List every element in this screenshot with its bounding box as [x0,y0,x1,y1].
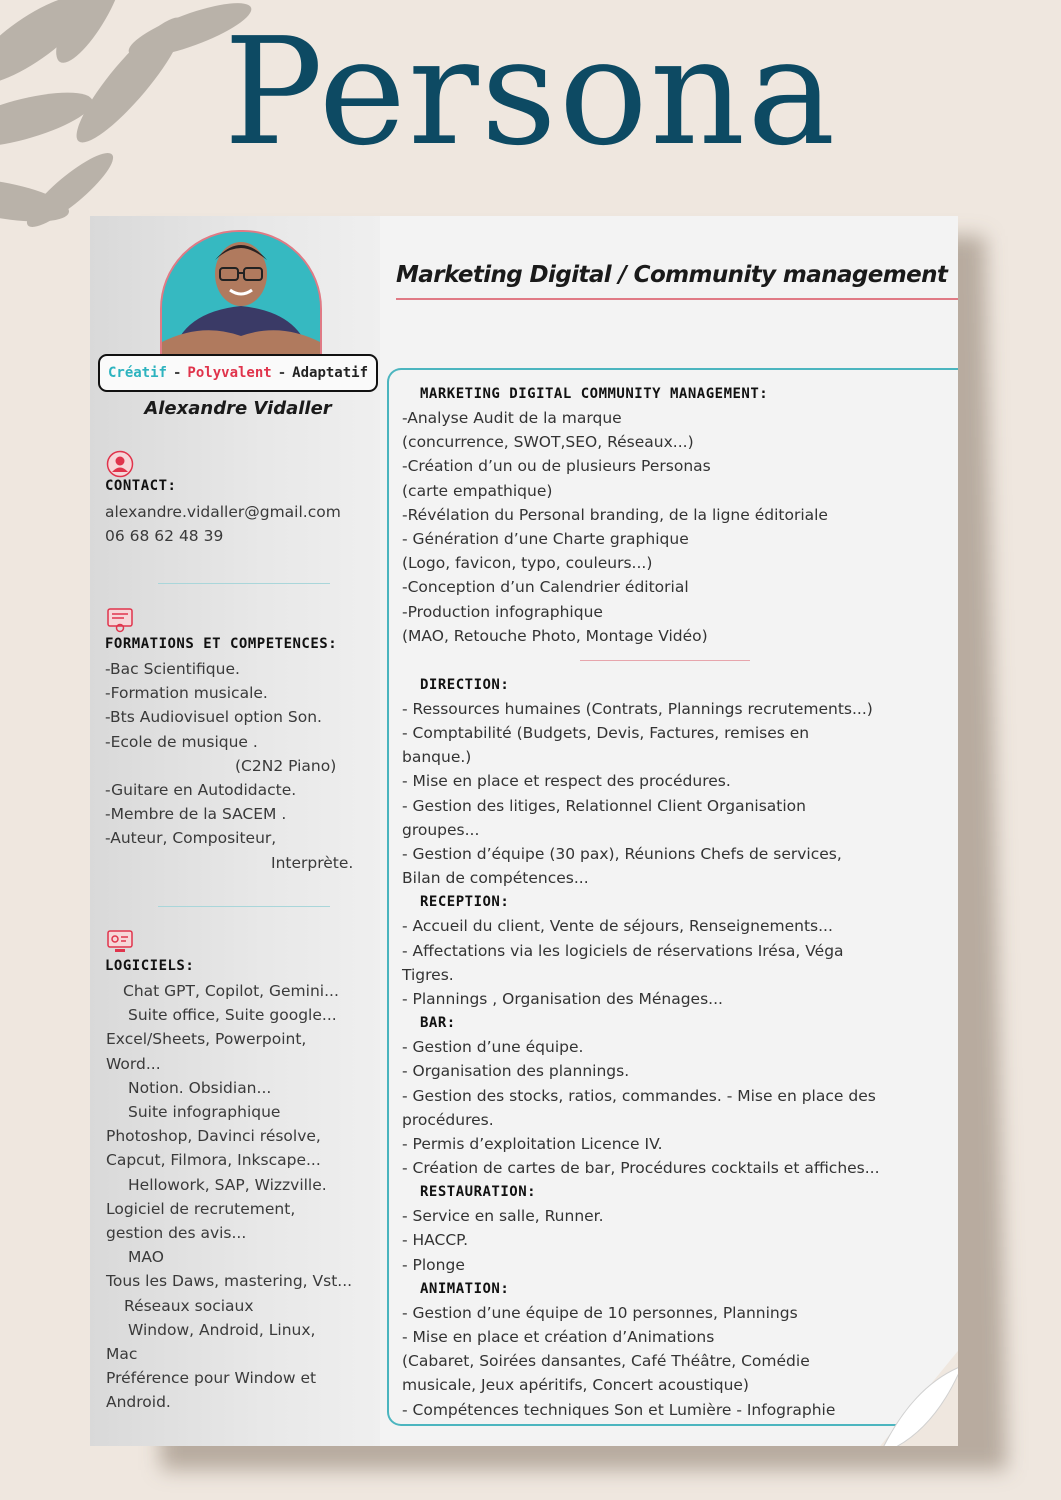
list-item: -Bac Scientifique. [105,660,240,678]
list-item: - Compétences techniques Son et Lumière - Infographie [402,1400,836,1419]
traits-badge [98,354,378,392]
list-item: Photoshop, Davinci résolve, [106,1127,321,1146]
list-item: -Membre de la SACEM . [105,805,287,824]
list-item: - Plannings , Organisation des Ménages... [402,989,723,1008]
logiciels-list [106,979,352,1415]
trait-adaptive: Adaptatif [292,365,369,381]
list-item: Bilan de compétences... [402,869,589,888]
list-item: Android. [106,1393,171,1412]
list-item: Window, Android, Linux, [128,1320,316,1339]
list-item: banque.) [402,748,472,767]
list-item: Mac [106,1345,138,1364]
list-item: - Comptabilité (Budgets, Devis, Factures, remises en [402,724,810,743]
list-item: (MAO, Retouche Photo, Montage Vidéo) [402,626,708,645]
list-item: Hellowork, SAP, Wizzville. [128,1175,327,1194]
list-item: Word... [106,1054,161,1073]
page-title: Persona [223,6,838,178]
restauration-heading: RESTAURATION: [420,1184,537,1201]
title-underline [396,298,958,300]
list-item: -Guitare en Autodidacte. [105,781,297,800]
list-item: Notion. Obsidian... [128,1078,272,1097]
list-item: -Production infographique [402,602,603,621]
list-item: groupes... [402,820,480,839]
formations-list [105,657,353,875]
list-item: (Logo, favicon, typo, couleurs...) [402,554,653,573]
animation-heading: ANIMATION: [420,1280,510,1297]
reception-heading: RECEPTION: [420,894,510,911]
list-item: - Gestion des litiges, Relationnel Client Organisation [402,796,806,815]
list-item: Interprète. [271,853,354,872]
list-item: - HACCP. [402,1231,469,1250]
formations-heading: FORMATIONS ET COMPETENCES: [105,636,338,652]
list-item: - Gestion d’une équipe de 10 personnes, Plannings [402,1303,798,1322]
list-item: - Création de cartes de bar, Procédures cocktails et affiches... [402,1159,880,1178]
section-divider [580,660,750,661]
list-item: (carte empathique) [402,481,553,500]
list-item: (Cabaret, Soirées dansantes, Café Théâtre, Comédie [402,1352,810,1371]
list-item: - Organisation des plannings. [402,1062,630,1081]
person-icon [106,450,134,478]
list-item: Chat GPT, Copilot, Gemini... [123,982,339,1000]
list-item: - Mise en place et création d’Animations [402,1328,715,1346]
list-item: -Formation musicale. [105,684,268,703]
list-item: MAO [128,1248,164,1267]
list-item: Excel/Sheets, Powerpoint, [106,1030,307,1049]
bar-heading: BAR: [420,1015,456,1032]
trait-separator: - [172,365,182,381]
list-item: Suite office, Suite google... [128,1006,337,1025]
list-item: - Permis d’exploitation Licence IV. [402,1134,663,1153]
list-item: Logiciel de recrutement, [106,1199,296,1218]
marketing-heading: MARKETING DIGITAL COMMUNITY MANAGEMENT: [420,386,769,402]
direction-heading: DIRECTION: [420,676,510,693]
job-title: Marketing Digital / Community management [396,262,948,288]
logiciels-heading: LOGICIELS: [105,958,195,974]
experience-content [402,382,880,1422]
avatar-portrait [162,232,320,356]
list-item: -Création d’un ou de plusieurs Personas [402,457,711,476]
list-item: -Analyse Audit de la marque [402,409,622,427]
list-item: Capcut, Filmora, Inkscape... [106,1151,321,1170]
list-item: (C2N2 Piano) [235,756,337,775]
list-item: - Service en salle, Runner. [402,1207,604,1226]
list-item: - Ressources humaines (Contrats, Plannings recrutements...) [402,699,873,718]
resume-sheet [90,216,958,1446]
list-item: -Révélation du Personal branding, de la ligne éditoriale [402,505,828,524]
list-item: procédures. [402,1110,494,1129]
contact-email: alexandre.vidaller@gmail.com [105,503,341,521]
list-item: gestion des avis... [106,1224,247,1243]
list-item: - Accueil du client, Vente de séjours, Renseignements... [402,917,833,936]
list-item: - Plonge [402,1255,465,1274]
list-item: -Ecole de musique . [105,732,258,751]
list-item: Suite infographique [128,1103,281,1122]
trait-versatile: Polyvalent [187,365,272,381]
list-item: Réseaux sociaux [124,1296,254,1315]
section-divider [158,906,330,907]
person-name: Alexandre Vidaller [144,398,332,419]
computer-icon [106,928,134,956]
list-item: - Génération d’une Charte graphique [402,529,689,548]
list-item: -Conception d’un Calendrier éditorial [402,578,689,597]
list-item: - Mise en place et respect des procédures. [402,772,731,791]
list-item: musicale, Jeux apéritifs, Concert acoustique) [402,1376,749,1395]
section-divider [158,583,330,584]
list-item: - Gestion des stocks, ratios, commandes. - Mise en place des [402,1086,876,1105]
certificate-icon [106,606,134,634]
list-item: - Gestion d’équipe (30 pax), Réunions Chefs de services, [402,845,842,863]
page-curl-decoration [872,1346,958,1446]
list-item: - Gestion d’une équipe. [402,1038,584,1057]
list-item: (concurrence, SWOT,SEO, Réseaux...) [402,433,694,452]
contact-phone: 06 68 62 48 39 [105,527,224,546]
list-item: -Bts Audiovisuel option Son. [105,708,322,727]
list-item: - Affectations via les logiciels de réservations Irésa, Véga [402,941,844,960]
contact-heading: CONTACT: [105,478,177,494]
list-item: Tous les Daws, mastering, Vst... [106,1272,353,1291]
list-item: Tigres. [402,965,454,984]
trait-creative: Créatif [107,365,167,381]
list-item: -Auteur, Compositeur, [105,829,277,848]
trait-separator: - [277,365,287,381]
list-item: Préférence pour Window et [106,1369,317,1388]
